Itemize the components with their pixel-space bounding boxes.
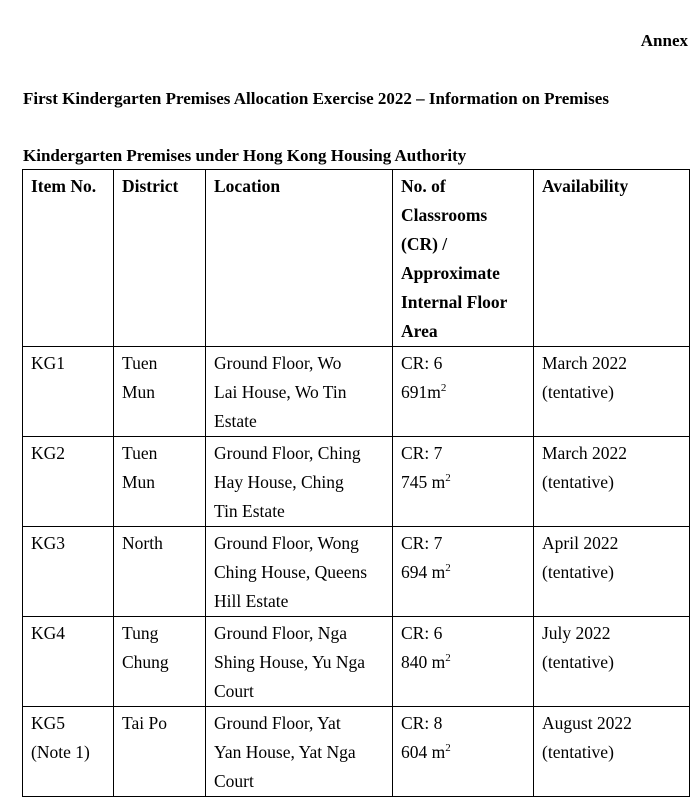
header-classrooms-line: (CR) /	[401, 234, 448, 254]
floor-area-value: 604 m	[401, 742, 446, 762]
cell-availability-line: July 2022	[542, 623, 611, 643]
floor-area-value: 691m	[401, 382, 441, 402]
table-row	[23, 527, 690, 617]
cell-classrooms-area	[393, 617, 534, 707]
cell-location-line: Hill Estate	[214, 591, 289, 611]
table-row	[23, 617, 690, 707]
classroom-count: CR: 7	[401, 533, 443, 553]
cell-item-no-line: KG5	[31, 713, 66, 733]
classroom-count: CR: 6	[401, 353, 443, 373]
cell-location	[206, 347, 393, 437]
cell-availability-line: March 2022	[542, 443, 628, 463]
cell-location	[206, 437, 393, 527]
header-classrooms-line: Approximate	[401, 263, 500, 283]
annex-label: Annex	[640, 31, 688, 50]
cell-location	[206, 707, 393, 797]
header-item-no: Item No.	[23, 170, 114, 347]
cell-location-line: Ground Floor, Yat	[214, 713, 341, 733]
table-row	[23, 707, 690, 797]
premises-table	[22, 169, 690, 797]
cell-availability-line: August 2022	[542, 713, 632, 733]
cell-district	[114, 707, 206, 797]
cell-location-line: Yan House, Yat Nga	[214, 742, 356, 762]
cell-item-no	[23, 617, 114, 707]
header-classrooms-line: Classrooms	[401, 205, 488, 225]
cell-location-line: Ground Floor, Wong	[214, 533, 359, 553]
cell-item-no	[23, 527, 114, 617]
header-classrooms-line: No. of	[401, 176, 446, 196]
cell-item-no-line: KG3	[31, 533, 66, 553]
table-caption: Kindergarten Premises under Hong Kong Housing Authority	[23, 146, 467, 165]
cell-district	[114, 347, 206, 437]
cell-location-line: Ground Floor, Wo	[214, 353, 342, 373]
cell-location-line: Ching House, Queens	[214, 562, 368, 582]
cell-location-line: Tin Estate	[214, 501, 285, 521]
header-location: Location	[206, 170, 393, 347]
cell-availability-line: (tentative)	[542, 652, 614, 672]
cell-location-line: Ground Floor, Nga	[214, 623, 347, 643]
cell-district-line: Tai Po	[122, 713, 167, 733]
cell-availability	[534, 437, 690, 527]
cell-availability-line: (tentative)	[542, 472, 614, 492]
cell-district	[114, 437, 206, 527]
cell-district-line: Tuen	[122, 443, 158, 463]
cell-classrooms-area	[393, 437, 534, 527]
floor-area	[401, 468, 525, 497]
cell-classrooms-area	[393, 347, 534, 437]
cell-availability-line: March 2022	[542, 353, 628, 373]
floor-area-value: 745 m	[401, 472, 446, 492]
header-classrooms-area	[393, 170, 534, 347]
floor-area-unit-exponent: 2	[445, 652, 451, 664]
cell-district	[114, 527, 206, 617]
cell-location-line: Lai House, Wo Tin	[214, 382, 347, 402]
cell-district-line: Chung	[122, 652, 169, 672]
floor-area-unit-exponent: 2	[440, 382, 447, 394]
cell-location-line: Ground Floor, Ching	[214, 443, 361, 463]
floor-area-value: 840 m	[401, 652, 446, 672]
floor-area	[401, 378, 525, 407]
cell-availability	[534, 617, 690, 707]
cell-item-no-line: KG1	[31, 353, 66, 373]
cell-item-no-line: (Note 1)	[31, 742, 90, 762]
cell-classrooms-area	[393, 527, 534, 617]
cell-item-no	[23, 707, 114, 797]
classroom-count: CR: 8	[401, 713, 443, 733]
floor-area-value: 694 m	[401, 562, 446, 582]
cell-location-line: Hay House, Ching	[214, 472, 344, 492]
cell-district-line: Tung	[122, 623, 159, 643]
floor-area-unit-exponent: 2	[445, 742, 451, 754]
header-classrooms-line: Internal Floor	[401, 292, 508, 312]
cell-district-line: North	[122, 533, 163, 553]
floor-area	[401, 648, 525, 677]
header-availability: Availability	[534, 170, 690, 347]
cell-item-no	[23, 437, 114, 527]
cell-availability	[534, 347, 690, 437]
cell-availability	[534, 707, 690, 797]
cell-availability-line: (tentative)	[542, 562, 614, 582]
cell-location-line: Court	[214, 771, 254, 791]
floor-area	[401, 558, 525, 587]
cell-district-line: Mun	[122, 472, 156, 492]
floor-area	[401, 738, 525, 767]
cell-district	[114, 617, 206, 707]
table-row	[23, 347, 690, 437]
classroom-count: CR: 7	[401, 443, 443, 463]
cell-location-line: Estate	[214, 411, 257, 431]
cell-item-no-line: KG2	[31, 443, 66, 463]
cell-location	[206, 527, 393, 617]
table-row	[23, 437, 690, 527]
cell-availability-line: (tentative)	[542, 382, 614, 402]
table-header-row	[23, 170, 690, 347]
document-title: First Kindergarten Premises Allocation Exercise 2022 – Information on Premises	[23, 89, 609, 108]
cell-district-line: Tuen	[122, 353, 158, 373]
floor-area-unit-exponent: 2	[445, 562, 451, 574]
cell-availability-line: (tentative)	[542, 742, 614, 762]
cell-location-line: Shing House, Yu Nga	[214, 652, 366, 672]
cell-item-no	[23, 347, 114, 437]
cell-location	[206, 617, 393, 707]
cell-classrooms-area	[393, 707, 534, 797]
header-classrooms-line: Area	[401, 321, 438, 341]
cell-availability	[534, 527, 690, 617]
cell-district-line: Mun	[122, 382, 156, 402]
cell-location-line: Court	[214, 681, 254, 701]
classroom-count: CR: 6	[401, 623, 443, 643]
cell-item-no-line: KG4	[31, 623, 66, 643]
floor-area-unit-exponent: 2	[445, 472, 451, 484]
header-district: District	[114, 170, 206, 347]
cell-availability-line: April 2022	[542, 533, 619, 553]
